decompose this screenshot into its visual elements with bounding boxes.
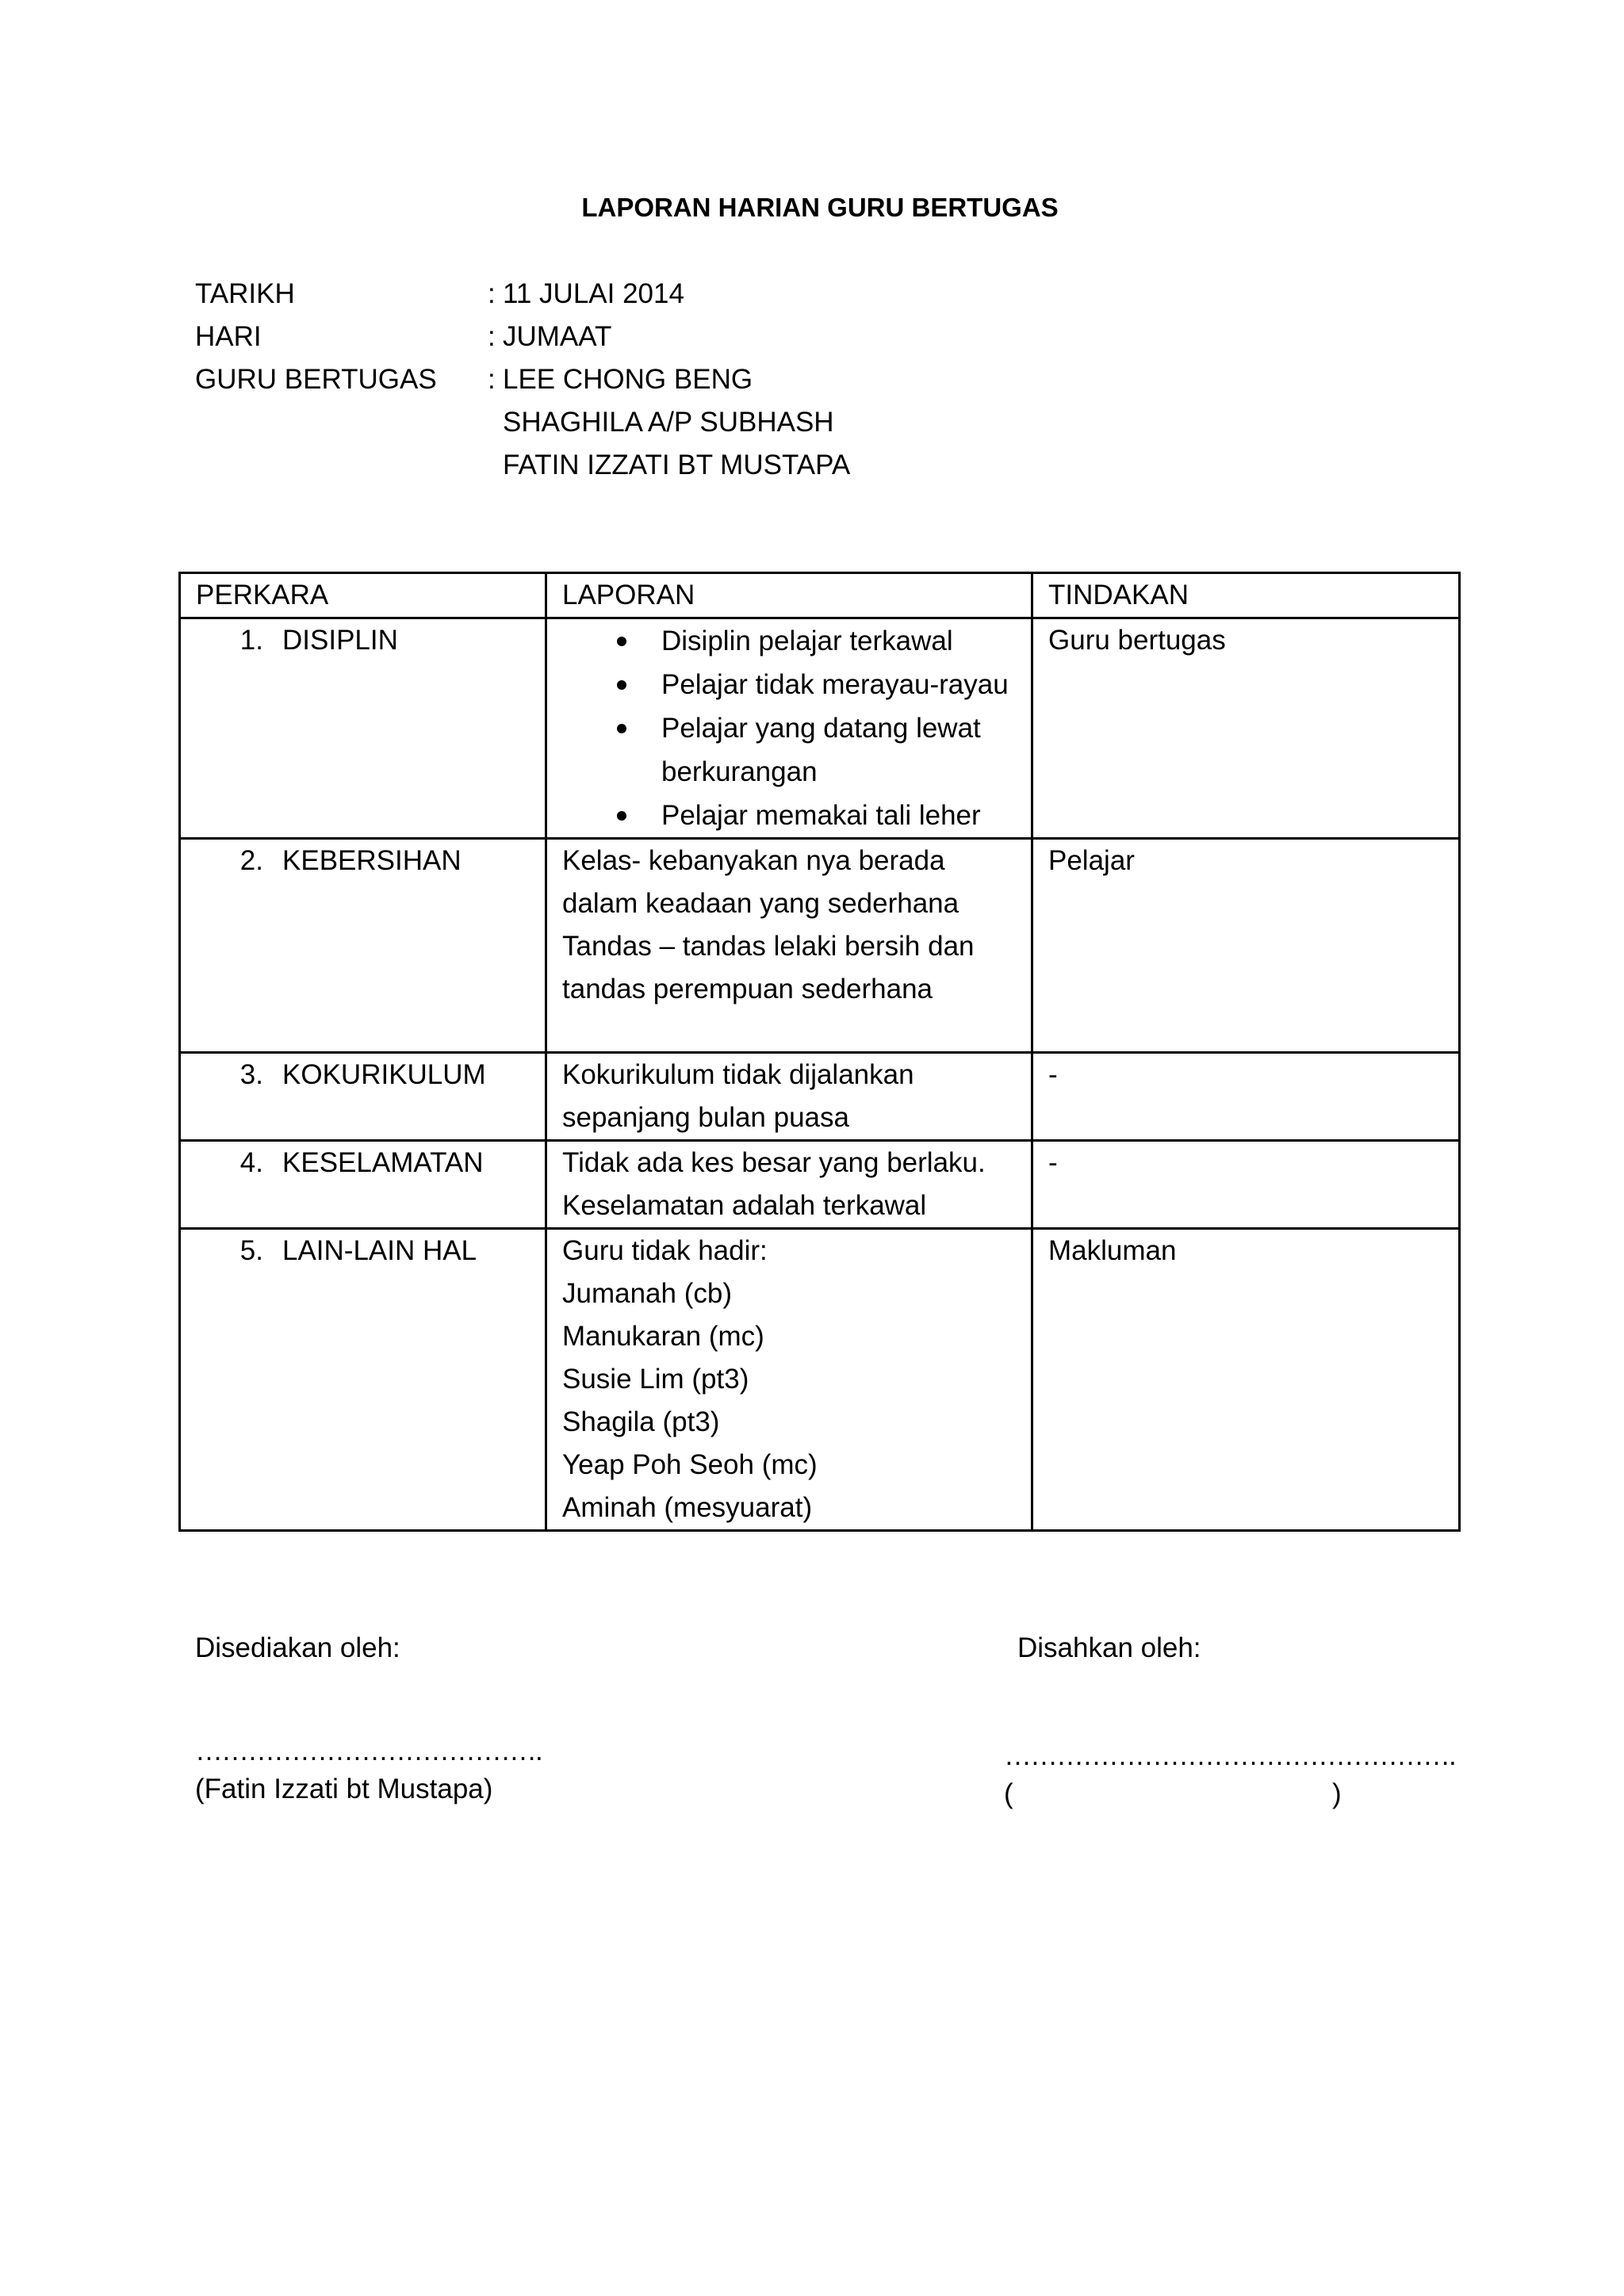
approved-by-block — [1004, 1739, 1455, 1811]
duty-teacher-2: SHAGHILA A/P SUBHASH — [503, 407, 834, 438]
laporan-line: Yeap Poh Seoh (mc) — [562, 1449, 818, 1480]
perkara-label: KEBERSIHAN — [282, 845, 462, 876]
duty-teacher-separator: : — [488, 364, 496, 395]
table-row — [180, 1229, 1460, 1531]
date-value: 11 JULAI 2014 — [503, 278, 684, 309]
prepared-by-name: (Fatin Izzati bt Mustapa) — [195, 1774, 493, 1804]
header-perkara: PERKARA — [180, 573, 546, 618]
laporan-cell — [546, 1229, 1032, 1531]
laporan-line: Shagila (pt3) — [562, 1406, 720, 1437]
header-tindakan: TINDAKAN — [1032, 573, 1460, 618]
table-header-row — [180, 573, 1460, 618]
laporan-line: Susie Lim (pt3) — [562, 1364, 749, 1395]
header-laporan: LAPORAN — [546, 573, 1032, 618]
perkara-label: DISIPLIN — [282, 625, 398, 656]
perkara-cell — [180, 839, 546, 1053]
duty-teacher-3: FATIN IZZATI BT MUSTAPA — [503, 450, 851, 480]
laporan-cell — [546, 839, 1032, 1053]
laporan-line: Manukaran (mc) — [562, 1321, 764, 1352]
laporan-bullet-list — [562, 619, 1017, 837]
duty-teacher-1: LEE CHONG BENG — [503, 364, 753, 395]
laporan-line: Guru tidak hadir: — [562, 1235, 768, 1266]
date-label: TARIKH — [195, 278, 295, 309]
laporan-cell — [546, 618, 1032, 839]
row-number: 1. — [239, 625, 263, 656]
laporan-bullet: Pelajar yang datang lewat berkurangan — [562, 706, 1017, 794]
table-row — [180, 1053, 1460, 1141]
laporan-bullet: Disiplin pelajar terkawal — [562, 619, 1017, 663]
perkara-label: KESELAMATAN — [282, 1147, 484, 1178]
approved-close-paren: ) — [1332, 1778, 1342, 1809]
tindakan-cell: Guru bertugas — [1032, 618, 1460, 839]
report-table — [178, 572, 1461, 1532]
laporan-line: Kelas- kebanyakan nya berada dalam keadaan yang sederhana — [562, 845, 959, 919]
laporan-cell — [546, 1141, 1032, 1229]
laporan-line: Aminah (mesyuarat) — [562, 1492, 813, 1523]
perkara-cell — [180, 1229, 546, 1531]
approved-open-paren: ( — [1004, 1778, 1013, 1809]
approved-signature-line: ……………………………………………. — [1004, 1740, 1455, 1771]
laporan-line: Jumanah (cb) — [562, 1278, 732, 1309]
tindakan-cell: Makluman — [1032, 1229, 1460, 1531]
day-value: JUMAAT — [503, 321, 612, 352]
laporan-line: Keselamatan adalah terkawal — [562, 1190, 927, 1221]
laporan-bullet: Pelajar tidak merayau-rayau — [562, 663, 1017, 706]
table-row — [180, 839, 1460, 1053]
day-separator: : — [488, 321, 496, 352]
tindakan-cell: - — [1032, 1141, 1460, 1229]
laporan-bullet: Pelajar memakai tali leher — [562, 794, 1017, 837]
perkara-label: LAIN-LAIN HAL — [282, 1235, 477, 1266]
laporan-line: Tidak ada kes besar yang berlaku. — [562, 1147, 986, 1178]
tindakan-cell: - — [1032, 1053, 1460, 1141]
perkara-cell — [180, 1053, 546, 1141]
approved-name-field — [1004, 1777, 1455, 1811]
laporan-line: Kokurikulum tidak dijalankan sepanjang bulan puasa — [562, 1059, 914, 1133]
page-title: LAPORAN HARIAN GURU BERTUGAS — [581, 193, 1059, 222]
tindakan-cell: Pelajar — [1032, 839, 1460, 1053]
row-number: 3. — [239, 1059, 263, 1090]
prepared-by-label: Disediakan oleh: — [195, 1632, 400, 1663]
perkara-cell — [180, 1141, 546, 1229]
row-number: 4. — [239, 1147, 263, 1178]
table-row — [180, 1141, 1460, 1229]
prepared-signature-line: …………………………………. — [195, 1735, 542, 1766]
prepared-by-block — [195, 1632, 542, 1806]
laporan-cell — [546, 1053, 1032, 1141]
laporan-line: Tandas – tandas lelaki bersih dan tandas perempuan sederhana — [562, 931, 975, 1004]
row-number: 2. — [239, 845, 263, 876]
duty-teacher-label: GURU BERTUGAS — [195, 364, 437, 395]
date-separator: : — [488, 278, 496, 309]
approved-by-label: Disahkan oleh: — [1017, 1632, 1201, 1663]
row-number: 5. — [239, 1235, 263, 1266]
perkara-label: KOKURIKULUM — [282, 1059, 486, 1090]
table-row — [180, 618, 1460, 839]
day-label: HARI — [195, 321, 262, 352]
perkara-cell — [180, 618, 546, 839]
